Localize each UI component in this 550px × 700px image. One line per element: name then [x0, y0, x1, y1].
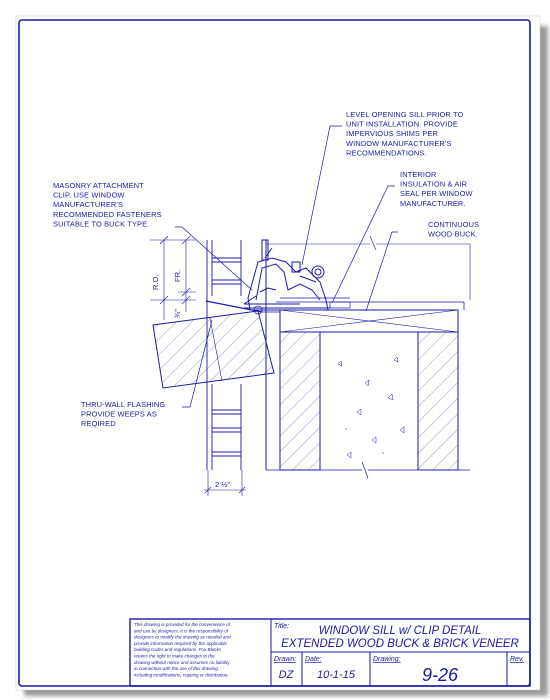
disclaimer-text-line: retains the right to make changes to the [134, 653, 215, 659]
rev-label: Rev. [510, 656, 524, 663]
note-level-sill-line: RECOMMENDATIONS. [346, 148, 427, 158]
disclaimer-text [133, 622, 231, 677]
note-flashing-line: PROVIDE WEEPS AS [81, 409, 157, 419]
foam-block-interior [418, 332, 458, 470]
drawn-label: Drawn: [274, 656, 297, 663]
note-level-sill-line: IMPERVIOUS SHIMS PER [346, 129, 438, 139]
note-masonry-clip-line: SUITABLE TO BUCK TYPE. [53, 219, 150, 229]
title-line-2: EXTENDED WOOD BUCK & BRICK VENEER [281, 638, 519, 650]
note-level-sill-line: WINDOW MANUFACTURER'S [346, 138, 452, 148]
note-masonry-clip-line: CLIP. USE WINDOW [53, 190, 125, 200]
dim-fr: FR. [173, 269, 182, 282]
note-level-sill-line: LEVEL OPENING SILL PRIOR TO [346, 110, 464, 119]
disclaimer-text-line: including modifications, copying or distribution. [134, 672, 229, 678]
drawn-value: DZ [278, 669, 294, 681]
note-flashing-line: REQIRED [81, 419, 116, 429]
note-flashing-line: THRU-WALL FLASHING. [81, 400, 168, 409]
note-interior-seal-line: INTERIOR [400, 170, 437, 179]
drawing-label: Drawing: [373, 656, 401, 663]
disclaimer-text-line: in connection with the use of this drawing [134, 666, 218, 672]
disclaimer-text-line: building codes and regulations. Fox Blocks [134, 647, 222, 653]
dim-ro: R.O. [151, 274, 160, 290]
disclaimer-text-line: drawing without notice and assumes no liability [134, 659, 230, 665]
foam-block-exterior [280, 332, 320, 470]
note-masonry-clip-line: MANUFACTURER'S [53, 200, 124, 210]
note-wood-buck-line: CONTINUOUS [428, 220, 480, 229]
note-interior-seal-line: MANUFACTURER. [400, 198, 466, 208]
date-label: Date: [305, 656, 322, 663]
note-wood-buck [428, 220, 479, 239]
note-masonry-clip-line: RECOMMENDED FASTENERS [53, 209, 162, 219]
drawing-number: 9-26 [421, 665, 459, 685]
note-interior-seal-line: INSULATION & AIR [400, 179, 468, 189]
note-wood-buck-line: WOOD BUCK. [428, 229, 478, 239]
date-value: 10-1-15 [317, 669, 355, 681]
disclaimer-text-line: This drawing is provided for the convenience of [134, 622, 231, 627]
disclaimer-text-line: and use by designers. It is the responsibility of [134, 628, 228, 634]
disclaimer-text-line: provide information required by the applicable [134, 640, 227, 646]
dim-two-half: 2 ½" [215, 480, 231, 489]
title-label: Title: [274, 623, 290, 630]
note-level-sill-line: UNIT INSTALLATION. PROVIDE [346, 119, 458, 129]
note-masonry-clip-line: MASONRY ATTACHMENT [53, 181, 144, 190]
dim-three-quarter: ¾" [173, 309, 182, 318]
title-line-1: WINDOW SILL w/ CLIP DETAIL [318, 625, 482, 637]
disclaimer-text-line: designers to modify the drawing as needed and [134, 634, 231, 640]
note-interior-seal-line: SEAL PER WINDOW [400, 189, 473, 199]
